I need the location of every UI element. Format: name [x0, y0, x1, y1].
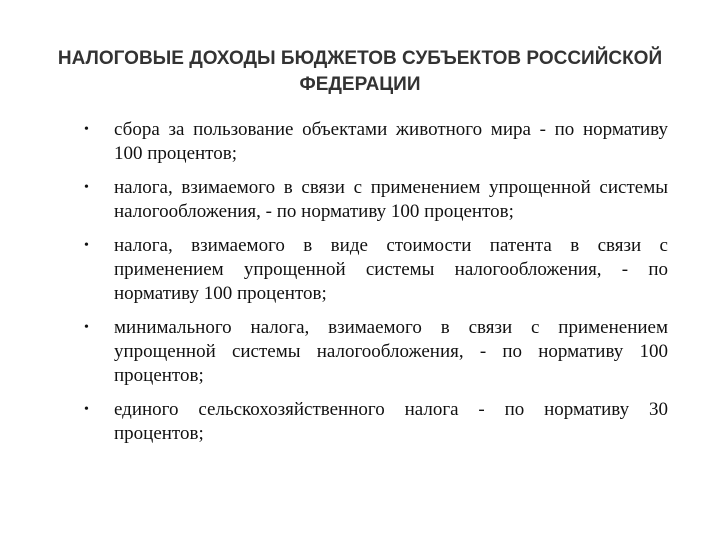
list-item-text: сбора за пользование объектами животного мира - по нормативу 100 процентов; [114, 119, 668, 164]
list-item-text: налога, взимаемого в виде стоимости патента в связи с применением упрощенной системы налогообложения, - по нормативу 100 процентов; [114, 235, 668, 304]
list-item-text: минимального налога, взимаемого в связи с применением упрощенной системы налогообложения, - по нормативу 100 процентов; [114, 317, 668, 386]
title-line: ФЕДЕРАЦИИ [299, 74, 421, 95]
title-line: НАЛОГОВЫЕ ДОХОДЫ БЮДЖЕТОВ СУБЪЕКТОВ РОССИЙСКОЙ [57, 48, 663, 69]
list-item-text: единого сельскохозяйственного налога - по нормативу 30 процентов; [114, 399, 668, 444]
list-item [82, 398, 668, 446]
bullet-icon: • [84, 238, 89, 253]
list-item [82, 316, 668, 388]
slide-title [20, 46, 700, 98]
list-item [82, 234, 668, 306]
bullet-icon: • [84, 180, 89, 195]
bullet-icon: • [84, 402, 89, 417]
bullet-list [82, 118, 668, 456]
list-item-text: налога, взимаемого в связи с применением упрощенной системы налогообложения, - по нормативу 100 процентов; [114, 177, 668, 222]
list-item [82, 176, 668, 224]
list-item [82, 118, 668, 166]
bullet-icon: • [84, 320, 89, 335]
bullet-icon: • [84, 122, 89, 137]
